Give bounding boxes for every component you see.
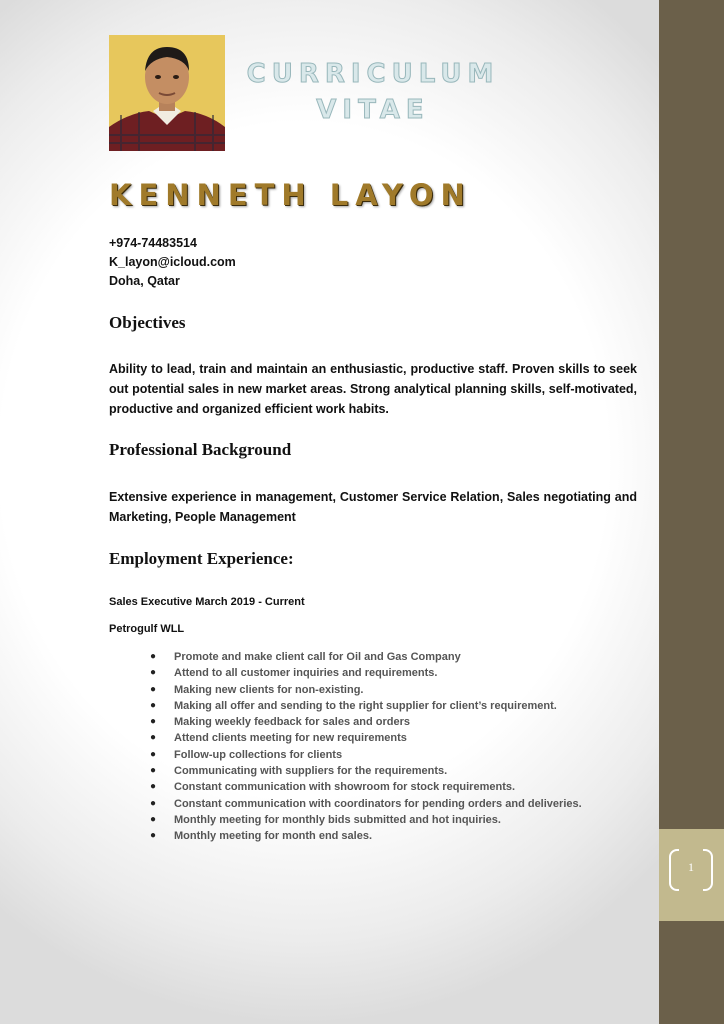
phone-number: +974-74483514	[109, 236, 197, 250]
document-title	[238, 56, 508, 128]
duty-text: Making all offer and sending to the right supplier for client’s requirement.	[174, 699, 557, 712]
candidate-name: KENNETH LAYON	[109, 178, 472, 212]
duties-list	[109, 649, 649, 845]
page-number: 1	[688, 860, 694, 874]
title-line-2: VITAE	[316, 95, 430, 125]
duty-text: Follow-up collections for clients	[174, 748, 343, 761]
bullet-icon: ●	[150, 683, 157, 695]
bullet-icon: ●	[150, 667, 157, 679]
bullet-icon: ●	[150, 748, 157, 760]
title-line-1: CURRICULUM	[246, 59, 500, 89]
duty-item	[109, 779, 649, 795]
objectives-heading: Objectives	[109, 313, 186, 332]
duty-text: Making weekly feedback for sales and orders	[174, 716, 410, 729]
duty-item	[109, 665, 649, 681]
duty-text: Constant communication with showroom for stock requirements.	[174, 781, 516, 794]
duty-text: Monthly meeting for month end sales.	[174, 830, 373, 843]
duty-text: Communicating with suppliers for the requirements.	[174, 765, 448, 778]
location: Doha, Qatar	[109, 274, 180, 288]
duty-text: Attend to all customer inquiries and requirements.	[174, 667, 438, 680]
bullet-icon: ●	[150, 797, 157, 809]
page-number-box	[669, 849, 713, 889]
bullet-icon: ●	[150, 651, 157, 662]
employment-heading: Employment Experience:	[109, 549, 294, 568]
bullet-icon: ●	[150, 830, 157, 842]
duty-text: Making new clients for non-existing.	[174, 683, 364, 696]
duty-item	[109, 796, 649, 812]
bullet-icon: ●	[150, 781, 157, 793]
duty-text: Monthly meeting for monthly bids submitted and hot inquiries.	[174, 813, 501, 826]
background-text: Extensive experience in management, Customer Service Relation, Sales negotiating and Marketing, People Management	[109, 490, 637, 524]
company-name: Petrogulf WLL	[109, 623, 185, 635]
duty-item	[109, 747, 649, 763]
duty-item	[109, 649, 649, 665]
duty-item	[109, 698, 649, 714]
duty-item	[109, 714, 649, 730]
duty-item	[109, 828, 649, 844]
objectives-text: Ability to lead, train and maintain an enthusiastic, productive staff. Proven skills to seek out potential sales in new market areas. Strong analytical planning skills, self-motivated, productive and organized efficient work habits.	[109, 362, 637, 416]
background-heading: Professional Background	[109, 440, 292, 459]
duty-item	[109, 763, 649, 779]
profile-photo	[109, 35, 225, 151]
duty-text: Promote and make client call for Oil and Gas Company	[174, 651, 461, 663]
bullet-icon: ●	[150, 732, 157, 744]
duty-text: Constant communication with coordinators for pending orders and deliveries.	[174, 797, 582, 810]
job-role: Sales Executive March 2019 - Current	[109, 596, 305, 608]
bullet-icon: ●	[150, 765, 157, 777]
duty-item	[109, 730, 649, 746]
email-address: K_layon@icloud.com	[109, 255, 236, 269]
bullet-icon: ●	[150, 813, 157, 825]
duty-item	[109, 682, 649, 698]
bullet-icon: ●	[150, 716, 157, 728]
duty-item	[109, 812, 649, 828]
bullet-icon: ●	[150, 699, 157, 711]
contact-info	[109, 234, 236, 291]
duty-text: Attend clients meeting for new requirements	[174, 732, 407, 745]
